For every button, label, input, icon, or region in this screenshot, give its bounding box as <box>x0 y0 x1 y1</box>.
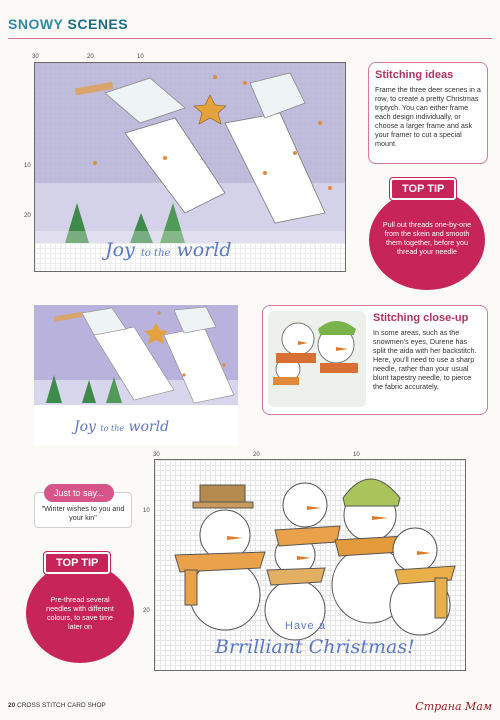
stitching-ideas-title-b: ideas <box>425 69 454 81</box>
chart1-axis-top-1: 30 <box>32 54 39 60</box>
chart1-motto-joy: Joy <box>105 239 135 261</box>
chart2-axis-left-1: 10 <box>143 508 150 514</box>
stitching-closeup-title-a: Stitching <box>373 312 421 324</box>
top-tip-1-body: Pull out threads one-by-one from the skein and smooth them together, before you thread your needle <box>382 220 472 256</box>
page-number: 20 <box>8 702 16 709</box>
stitching-ideas-body: Frame the three deer scenes in a row, to create a pretty Christmas triptych. You can either frame each design individually, or choose a larger frame and ask your framer to cut a special mount. <box>375 85 481 148</box>
header-part-2: SCENES <box>67 16 129 32</box>
stitching-closeup-title <box>373 312 468 324</box>
just-to-say-label: Just to say... <box>44 484 114 502</box>
photo1-motto-world: world <box>128 419 170 435</box>
chart2-axis-top-2: 20 <box>253 452 260 458</box>
stitching-ideas-box <box>368 62 488 164</box>
page-footer <box>8 702 106 709</box>
chart2-axis-top-3: 10 <box>353 452 360 458</box>
chart1-axis-left-2: 20 <box>24 213 31 219</box>
chart1-axis-top-2: 20 <box>87 54 94 60</box>
top-tip-2-label: TOP TIP <box>44 552 110 574</box>
top-tip-1-label: TOP TIP <box>390 178 456 200</box>
stitching-closeup-title-b: close-up <box>423 312 469 324</box>
chart1-motto <box>105 239 232 261</box>
stitching-closeup-body: In some areas, such as the snowmen's eyes, Durene has split the aida with her backstitch. Here, you'll need to use a sharp needle, rather than your usual blunt tapestry needle, to pierce the fabric accurately. <box>373 328 477 391</box>
top-tip-2-body: Pre-thread several needles with different colours, to save time later on <box>46 595 114 631</box>
chart1-axis-left-1: 10 <box>24 163 31 169</box>
snowmen-stitch-chart <box>154 459 466 671</box>
site-watermark: Страна Мам <box>415 700 492 713</box>
top-tip-1-circle <box>369 190 485 290</box>
photo1-motto <box>74 419 169 435</box>
chart1-motto-world: world <box>176 239 232 261</box>
just-to-say-quote: "Winter wishes to you and your kin" <box>41 504 125 522</box>
chart1-motto-to-the: to the <box>140 248 171 259</box>
photo1-motto-to-the: to the <box>100 424 125 433</box>
stitching-closeup-box <box>262 305 488 415</box>
chart2-axis-left-2: 20 <box>143 608 150 614</box>
snowmen-closeup-artwork <box>268 311 366 407</box>
header-part-1: SNOWY <box>8 16 64 32</box>
header-divider <box>8 38 492 39</box>
chart2-axis-top-1: 30 <box>153 452 160 458</box>
angels-stitched-photo <box>34 305 238 445</box>
stitching-ideas-title <box>375 69 453 81</box>
photo1-motto-joy: Joy <box>74 419 96 435</box>
publication-name: CROSS STITCH CARD SHOP <box>17 702 106 709</box>
section-header <box>8 16 128 32</box>
chart2-line2: Brrilliant Christmas! <box>215 636 415 658</box>
chart2-line1: Have a <box>285 620 326 632</box>
stitching-ideas-title-a: Stitching <box>375 69 423 81</box>
snowmen-closeup-photo <box>268 311 366 407</box>
top-tip-2-circle <box>26 563 134 663</box>
angels-stitch-chart <box>34 62 346 272</box>
chart1-axis-top-3: 10 <box>137 54 144 60</box>
